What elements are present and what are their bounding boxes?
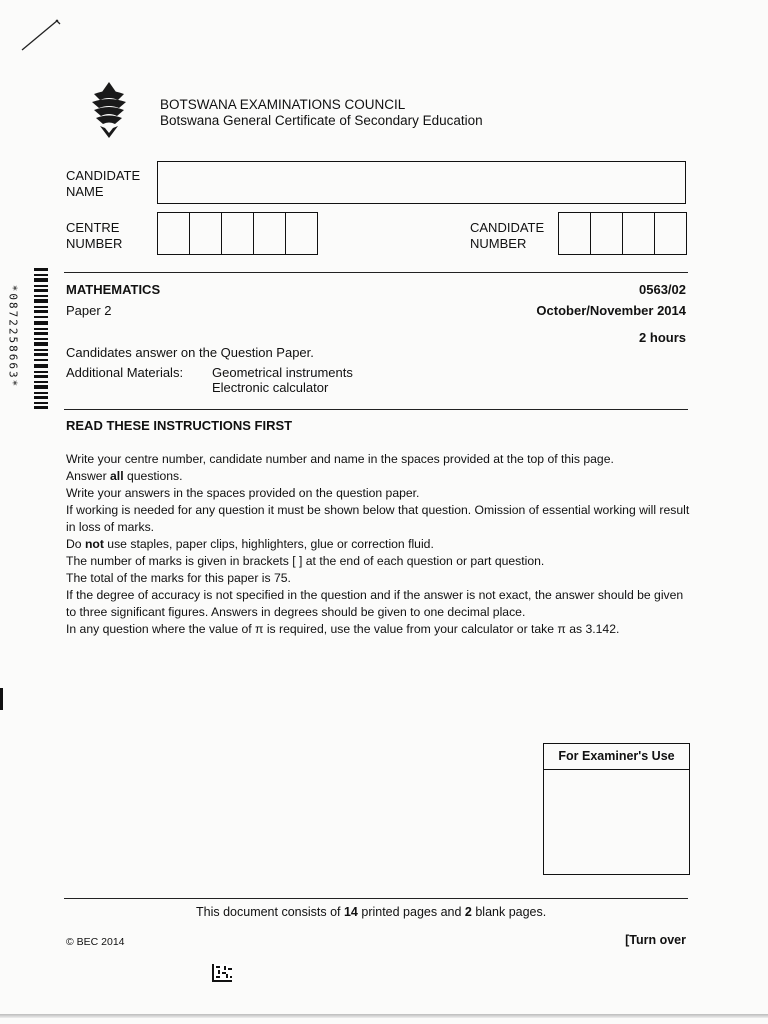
subject-title: MATHEMATICS bbox=[66, 282, 161, 297]
candidate-name-field[interactable] bbox=[157, 161, 686, 204]
paper-number: Paper 2 bbox=[66, 303, 112, 318]
copyright: © BEC 2014 bbox=[66, 936, 125, 948]
examiners-use-title: For Examiner's Use bbox=[544, 744, 689, 770]
barcode bbox=[0, 266, 52, 412]
pen-stroke-mark bbox=[18, 14, 68, 54]
instruction-line: Write your centre number, candidate number and name in the spaces provided at the top of this page. bbox=[66, 452, 614, 466]
scan-bottom-edge bbox=[0, 1014, 768, 1018]
instructions-heading: READ THESE INSTRUCTIONS FIRST bbox=[66, 418, 293, 433]
candidate-number-box-1[interactable] bbox=[558, 212, 591, 255]
candidate-number-box-4[interactable] bbox=[654, 212, 687, 255]
paper-code: 0563/02 bbox=[639, 282, 686, 297]
centre-number-box-3[interactable] bbox=[221, 212, 254, 255]
material-geometrical-instruments: Geometrical instruments bbox=[212, 365, 353, 380]
instruction-line: If working is needed for any question it must be shown below that question. Omission of essential working will result in loss of marks. bbox=[66, 503, 690, 534]
page-count-note: This document consists of 14 printed pages and 2 blank pages. bbox=[196, 905, 547, 919]
centre-number-label: CENTRE NUMBER bbox=[66, 220, 123, 251]
instruction-line: The total of the marks for this paper is 75. bbox=[66, 571, 291, 585]
exam-session: October/November 2014 bbox=[536, 303, 686, 318]
centre-number-box-4[interactable] bbox=[253, 212, 286, 255]
answer-note: Candidates answer on the Question Paper. bbox=[66, 345, 314, 360]
instruction-line: In any question where the value of π is required, use the value from your calculator or take π as 3.142. bbox=[66, 622, 620, 636]
instruction-line: The number of marks is given in brackets [ ] at the end of each question or part question. bbox=[66, 554, 545, 568]
material-electronic-calculator: Electronic calculator bbox=[212, 380, 329, 395]
candidate-name-label: CANDIDATE NAME bbox=[66, 168, 141, 199]
instruction-line: Do not use staples, paper clips, highlighters, glue or correction fluid. bbox=[66, 537, 434, 551]
centre-number-box-5[interactable] bbox=[285, 212, 318, 255]
candidate-number-label: CANDIDATE NUMBER bbox=[470, 220, 545, 251]
divider-top bbox=[64, 272, 688, 273]
council-name: BOTSWANA EXAMINATIONS COUNCIL bbox=[160, 97, 406, 112]
scan-margin-mark bbox=[0, 688, 3, 710]
candidate-number-box-2[interactable] bbox=[590, 212, 623, 255]
certificate-name: Botswana General Certificate of Secondary Education bbox=[160, 113, 483, 128]
bec-logo-icon bbox=[86, 80, 132, 142]
instruction-line: Answer all questions. bbox=[66, 469, 183, 483]
data-matrix-code-icon bbox=[212, 964, 232, 982]
barcode-text: *0872258663* bbox=[6, 284, 20, 389]
candidate-number-box-3[interactable] bbox=[622, 212, 655, 255]
instruction-line: Write your answers in the spaces provided on the question paper. bbox=[66, 486, 420, 500]
divider-middle bbox=[64, 409, 688, 410]
divider-bottom bbox=[64, 898, 688, 899]
centre-number-box-1[interactable] bbox=[157, 212, 190, 255]
instruction-line: If the degree of accuracy is not specified in the question and if the answer is not exact, the answer should be given to three significant figures. Answers in degrees should be given to one decimal place. bbox=[66, 588, 684, 619]
centre-number-box-2[interactable] bbox=[189, 212, 222, 255]
exam-duration: 2 hours bbox=[639, 330, 686, 345]
examiners-use-box[interactable] bbox=[543, 743, 690, 875]
materials-label: Additional Materials: bbox=[66, 365, 184, 380]
turn-over: [Turn over bbox=[625, 933, 686, 947]
instructions-list bbox=[66, 451, 690, 638]
